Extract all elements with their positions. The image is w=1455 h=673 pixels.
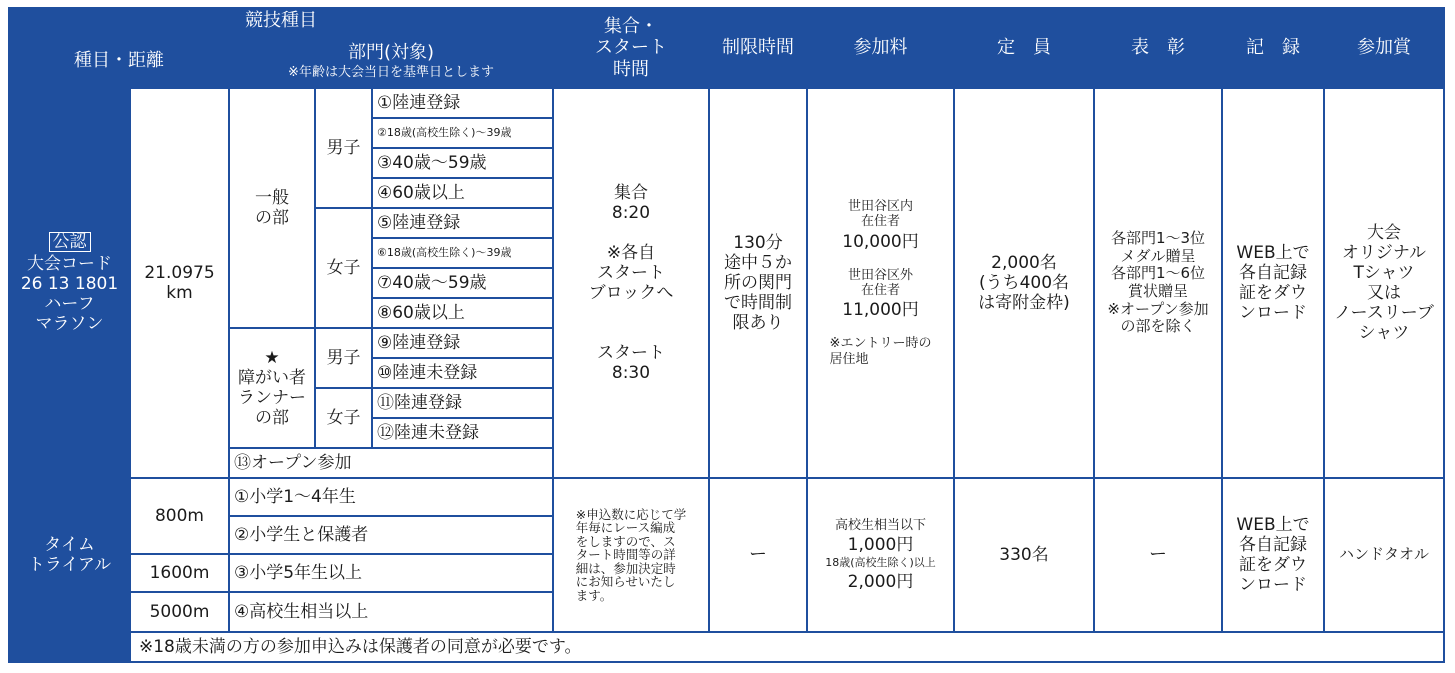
header-assembly-start: 集合・ スタート 時間 — [554, 9, 708, 87]
header-gift: 参加賞 — [1325, 9, 1443, 87]
trial-award: ー — [1095, 479, 1221, 631]
header-capacity: 定 員 — [955, 9, 1093, 87]
half-capacity: 2,000名 (うち400名 は寄附金枠) — [955, 89, 1093, 477]
fee-in-label: 世田谷区内 在住者 — [847, 198, 913, 230]
header-division — [230, 35, 552, 87]
footer-note: ※18歳未満の方の参加申込みは保護者の同意が必要です。 — [131, 633, 1443, 661]
trial-fee — [808, 479, 953, 631]
category-8: ⑧60歳以上 — [373, 299, 552, 327]
trial-1600m: 1600m — [131, 555, 228, 591]
half-event-code — [10, 89, 129, 477]
category-13-open: ⑬オープン参加 — [230, 449, 552, 477]
entry-table — [8, 7, 1445, 663]
half-award: 各部門1〜3位 メダル贈呈 各部門1〜6位 賞状贈呈 ※オープン参加 の部を除く — [1095, 89, 1221, 477]
division-note: ※年齢は大会当日を基準日とします — [288, 64, 494, 80]
category-7: ⑦40歳〜59歳 — [373, 269, 552, 297]
half-event-code-text: 大会コード 26 13 1801 ハーフ マラソン — [20, 254, 119, 335]
fee-in: 10,000円 — [842, 231, 919, 252]
trial-name: タイム トライアル — [10, 479, 129, 631]
disabled-division: ★ 障がい者 ランナー の部 — [230, 329, 314, 447]
half-fee — [808, 89, 953, 477]
trial-fee-hs: 1,000円 — [847, 535, 914, 556]
trial-category-4: ④高校生相当以上 — [230, 593, 552, 631]
trial-5000m: 5000m — [131, 593, 228, 631]
header-event-distance: 種目・距離 — [10, 35, 228, 87]
header-event-category: 競技種目 — [10, 9, 552, 33]
trial-category-3: ③小学5年生以上 — [230, 555, 552, 591]
trial-category-2: ②小学生と保護者 — [230, 517, 552, 553]
official-badge: 公認 — [49, 232, 91, 253]
category-4: ④60歳以上 — [373, 179, 552, 207]
half-time-limit: 130分 途中５か 所の関門 で時間制 限あり — [710, 89, 806, 477]
trial-capacity: 330名 — [955, 479, 1093, 631]
disabled-men: 男子 — [316, 329, 371, 387]
header-award: 表 彰 — [1095, 9, 1221, 87]
trial-800m: 800m — [131, 479, 228, 553]
fee-out-label: 世田谷区外 在住者 — [847, 267, 913, 298]
trial-fee-adult: 2,000円 — [847, 572, 914, 593]
trial-start-note: ※申込数に応じて学 年毎にレース編成 をしますので、ス タート時間等の詳 細は、参加決定時 にお知らせいたし ます。 — [554, 479, 708, 631]
trial-gift: ハンドタオル — [1325, 479, 1443, 631]
trial-fee-adult-label: 18歳(高校生除く)以上 — [825, 556, 936, 570]
trial-record: WEB上で 各自記録 証をダウ ンロード — [1223, 479, 1323, 631]
category-2: ②18歳(高校生除く)〜39歳 — [373, 119, 552, 147]
general-men: 男子 — [316, 89, 371, 207]
general-women: 女子 — [316, 209, 371, 327]
category-5: ⑤陸連登録 — [373, 209, 552, 237]
category-3: ③40歳〜59歳 — [373, 149, 552, 177]
category-12: ⑫陸連未登録 — [373, 419, 552, 447]
half-distance: 21.0975 km — [131, 89, 228, 477]
half-start-time: 集合 8:20 ※各自 スタート ブロックへ スタート 8:30 — [554, 89, 708, 477]
header-fee: 参加料 — [808, 9, 953, 87]
category-11: ⑪陸連登録 — [373, 389, 552, 417]
fee-out: 11,000円 — [842, 300, 919, 321]
category-1: ①陸連登録 — [373, 89, 552, 117]
category-9: ⑨陸連登録 — [373, 329, 552, 357]
division-label: 部門(対象) — [347, 41, 435, 63]
trial-time-limit: ー — [710, 479, 806, 631]
header-record: 記 録 — [1223, 9, 1323, 87]
general-division: 一般 の部 — [230, 89, 314, 327]
header-time-limit: 制限時間 — [710, 9, 806, 87]
trial-fee-hs-label: 高校生相当以下 — [834, 517, 926, 533]
half-gift: 大会 オリジナル Tシャツ 又は ノースリーブ シャツ — [1325, 89, 1443, 477]
fee-note: ※エントリー時の 居住地 — [829, 336, 932, 367]
category-10: ⑩陸連未登録 — [373, 359, 552, 387]
disabled-women: 女子 — [316, 389, 371, 447]
trial-category-1: ①小学1〜4年生 — [230, 479, 552, 515]
half-record: WEB上で 各自記録 証をダウ ンロード — [1223, 89, 1323, 477]
category-6: ⑥18歳(高校生除く)〜39歳 — [373, 239, 552, 267]
